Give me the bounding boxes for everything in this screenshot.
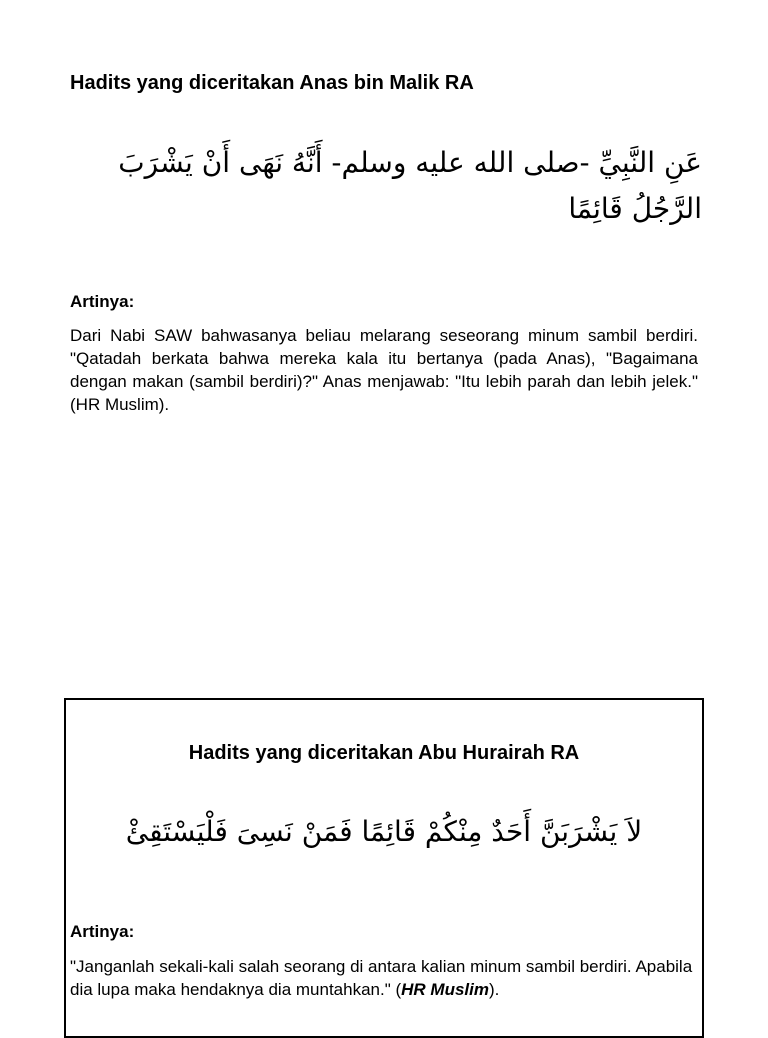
section2-translation xyxy=(70,955,698,1001)
section1-arabic-text: عَنِ النَّبِيِّ -صلى الله عليه وسلم- أَنَّهُ نَهَى أَنْ يَشْرَبَ الرَّجُلُ قَائِمًا xyxy=(118,146,702,225)
section2-translation-end: ). xyxy=(488,980,500,999)
section2-translation-text: "Janganlah sekali-kali salah seorang di antara kalian minum sambil berdiri. Apabila dia lupa maka hendaknya dia muntahkan." ( xyxy=(70,957,693,999)
section2-arabic-text: لاَ يَشْرَبَنَّ أَحَدٌ مِنْكُمْ قَائِمًا فَمَنْ نَسِىَ فَلْيَسْتَقِئْ xyxy=(125,815,643,848)
section2-source: HR Muslim xyxy=(401,980,489,999)
section2-box xyxy=(64,698,704,1038)
section1-translation: Dari Nabi SAW bahwasanya beliau melarang seseorang minum sambil berdiri. "Qatadah berkata bahwa mereka kala itu bertanya (pada Anas), "Bagaimana dengan makan (sambil berdiri)?" Anas menjawab: "Itu lebih parah dan lebih jelek." (HR Muslim). xyxy=(70,326,698,414)
section2-heading: Hadits yang diceritakan Abu Hurairah RA xyxy=(188,742,580,764)
section2-translation-label: Artinya: xyxy=(70,922,135,941)
section1-heading: Hadits yang diceritakan Anas bin Malik RA xyxy=(70,72,474,94)
section1-translation-label: Artinya: xyxy=(70,292,135,311)
